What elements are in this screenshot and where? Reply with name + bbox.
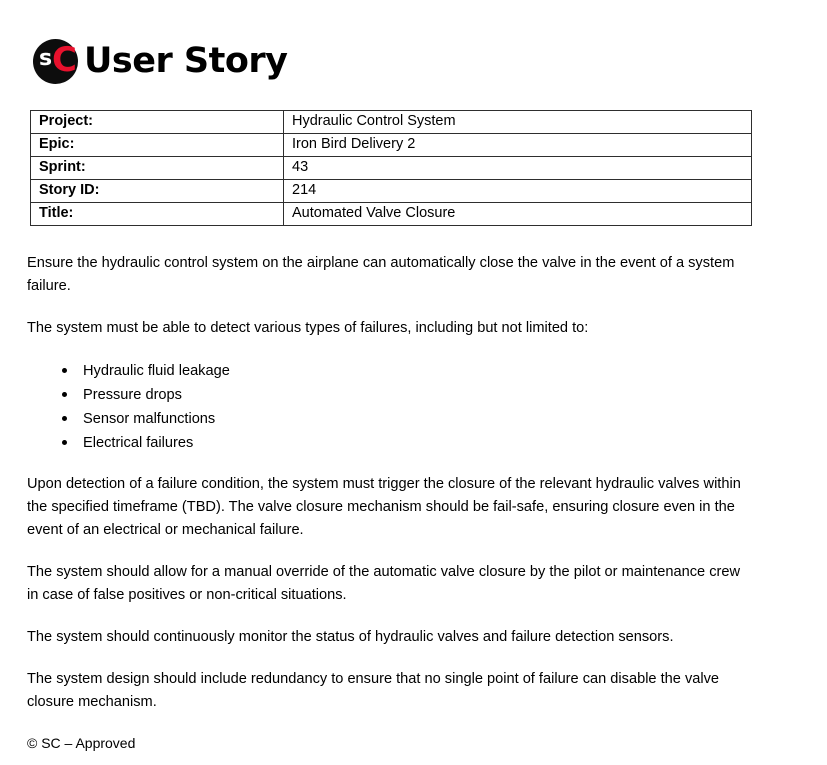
list-item: Electrical failures (62, 431, 754, 455)
row-value-story-id: 214 (284, 180, 752, 203)
row-value-title: Automated Valve Closure (284, 203, 752, 226)
story-body (27, 252, 754, 753)
paragraph-monitoring: The system should continuously monitor the status of hydraulic valves and failure detection sensors. (27, 629, 674, 645)
failure-types-list (27, 359, 754, 455)
story-metadata-table (30, 110, 752, 226)
table-body (31, 111, 752, 226)
document-header (30, 32, 288, 90)
copyright-footer: © SC – Approved (27, 735, 136, 751)
paragraph-overview: Ensure the hydraulic control system on the airplane can automatically close the valve in the event of a system failure. (27, 255, 735, 294)
list-item: Pressure drops (62, 383, 754, 407)
table-row (31, 157, 752, 180)
row-label-epic: Epic: (31, 134, 284, 157)
table-row (31, 203, 752, 226)
paragraph-manual-override: The system should allow for a manual override of the automatic valve closure by the pilot or maintenance crew in case of false positives or non-critical situations. (27, 564, 741, 603)
list-item: Sensor malfunctions (62, 407, 754, 431)
row-label-title: Title: (31, 203, 284, 226)
row-value-sprint: 43 (284, 157, 752, 180)
row-value-epic: Iron Bird Delivery 2 (284, 134, 752, 157)
row-label-project: Project: (31, 111, 284, 134)
list-item: Hydraulic fluid leakage (62, 359, 754, 383)
logo-letter-s-icon: s (39, 46, 52, 71)
logo-letter-c-icon: C (52, 40, 75, 80)
table-row (31, 180, 752, 203)
sc-logo (30, 35, 82, 87)
table-row (31, 134, 752, 157)
paragraph-closure-trigger: Upon detection of a failure condition, the system must trigger the closure of the relevant hydraulic valves within the specified timeframe (TBD). The valve closure mechanism should be fail-safe, ensuring closure even in the event of an electrical or mechanical failure. (27, 476, 741, 538)
table-row (31, 111, 752, 134)
paragraph-redundancy: The system design should include redundancy to ensure that no single point of failure can disable the valve closure mechanism. (27, 671, 720, 710)
row-label-story-id: Story ID: (31, 180, 284, 203)
row-label-sprint: Sprint: (31, 157, 284, 180)
paragraph-failure-intro: The system must be able to detect various types of failures, including but not limited to: (27, 320, 589, 336)
page-title: User Story (84, 41, 288, 81)
row-value-project: Hydraulic Control System (284, 111, 752, 134)
